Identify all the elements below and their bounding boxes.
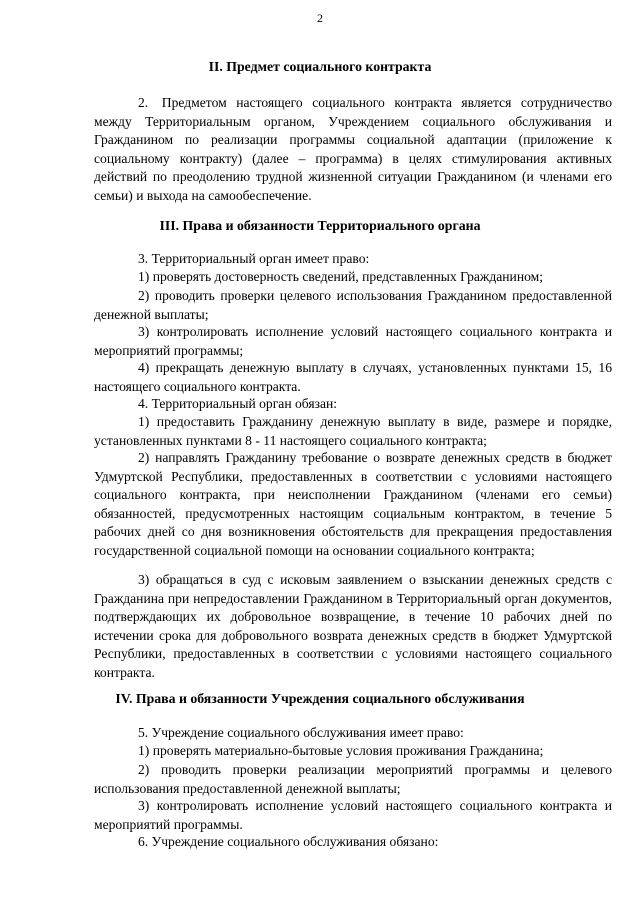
paragraph: 2. Предметом настоящего социального контракта является сотрудничество между Территориальным органом, Учреждением социального обслуживания и Гражданином по реализации программы социальной адаптации (приложение к социальному контракту) (далее – программа) в целях стимулирования активных действий по преодолению трудной жизненной ситуации Гражданином (и членами его семьи) и выхода на самообеспечение. [94, 95, 612, 203]
paragraph: 2) проводить проверки целевого использования Гражданином предоставленной денежной выплаты; [94, 288, 612, 322]
paragraph: 4) прекращать денежную выплату в случаях, установленных пунктами 15, 16 настоящего социального контракта. [94, 360, 612, 394]
paragraph: 3) обращаться в суд с исковым заявлением о взыскании денежных средств с Гражданина при непредоставлении Гражданином в Территориальный орган документов, подтверждающих их добровольное возвращение, в течение 10 рабочих дней по истечении срока для добровольного возврата денежных средств в бюджет Удмуртской Республики, предоставленных в соответствии с условиями настоящего социального контракта. [94, 572, 612, 680]
section-heading-2: II. Предмет социального контракта [208, 59, 432, 74]
paragraph: 4. Территориальный орган обязан: [138, 396, 338, 411]
paragraph: 3) контролировать исполнение условий настоящего социального контракта и мероприятий программы. [94, 798, 612, 832]
paragraph: 5. Учреждение социального обслуживания имеет право: [138, 725, 464, 740]
paragraph: 2) проводить проверки реализации мероприятий программы и целевого использования предоставленной денежной выплаты; [94, 762, 612, 796]
section-heading-4: IV. Права и обязанности Учреждения социального обслуживания [115, 691, 525, 706]
paragraph: 3. Территориальный орган имеет право: [138, 251, 370, 266]
paragraph: 1) проверять материально-бытовые условия проживания Гражданина; [138, 743, 544, 758]
page-number: 2 [317, 11, 323, 25]
paragraph: 6. Учреждение социального обслуживания обязано: [138, 834, 439, 849]
section-heading-3: III. Права и обязанности Территориального органа [159, 218, 481, 233]
paragraph: 1) предоставить Гражданину денежную выплату в виде, размере и порядке, установленных пунктами 8 - 11 настоящего социального контракта; [94, 414, 612, 448]
paragraph: 2) направлять Гражданину требование о возврате денежных средств в бюджет Удмуртской Республики, предоставленных в соответствии с условиями настоящего социального контракта, при неисполнении Гражданином (членами его семьи) обязанностей, предусмотренных настоящим социальным контрактом, в течение 5 рабочих дней со дня возникновения обстоятельств для прекращения предоставления государственной социальной помощи на основании социального контракта; [94, 450, 612, 558]
paragraph: 3) контролировать исполнение условий настоящего социального контракта и мероприятий программы; [94, 324, 612, 358]
paragraph: 1) проверять достоверность сведений, представленных Гражданином; [138, 269, 544, 284]
